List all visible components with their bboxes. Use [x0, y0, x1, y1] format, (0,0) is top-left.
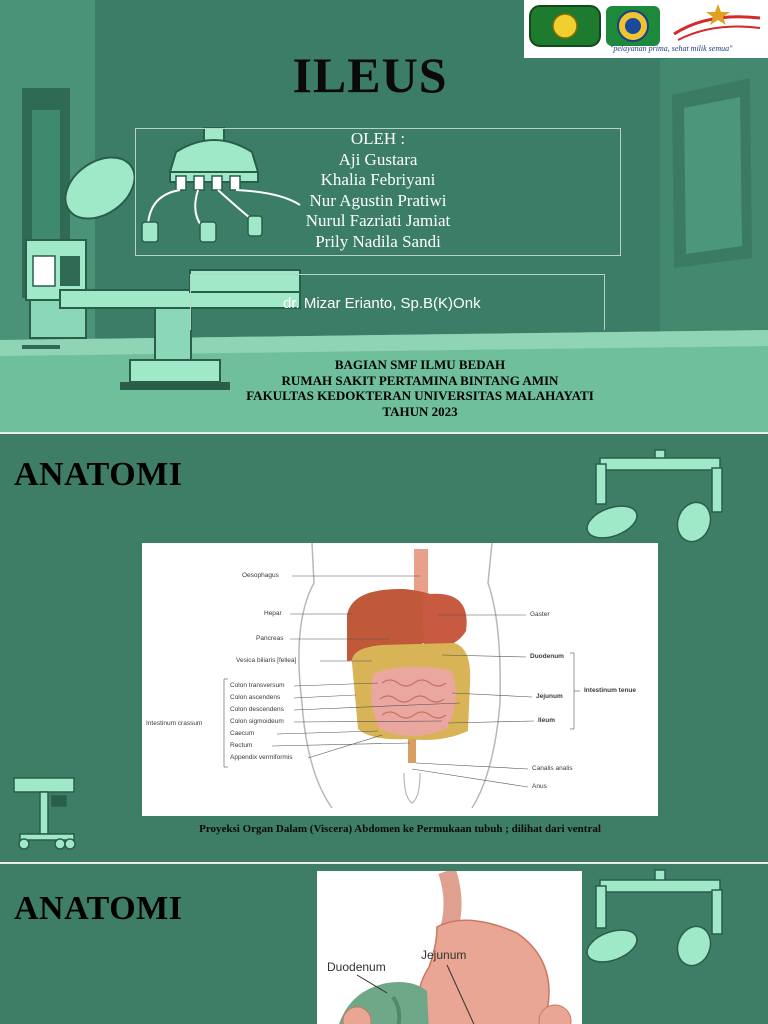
label-colon-sigmoideum: Colon sigmoideum: [230, 718, 284, 725]
institution-line: RUMAH SAKIT PERTAMINA BINTANG AMIN: [281, 372, 559, 388]
tagline: "pelayanan prima, sehat milik semua": [610, 44, 733, 53]
label-canalis-analis: Canalis analis: [532, 765, 573, 772]
label-oesophagus: Oesophagus: [242, 572, 279, 579]
label-colon-transversum: Colon transversum: [230, 682, 285, 689]
anatomy-slide-2: [0, 864, 768, 1024]
label-rectum: Rectum: [230, 742, 253, 749]
author-name: Nurul Fazriati Jamiat: [305, 211, 451, 230]
author-name: Nur Agustin Pratiwi: [309, 190, 447, 210]
label-colon-descendens: Colon descendens: [230, 706, 284, 713]
slide-title: ILEUS: [292, 47, 448, 103]
label-hepar: Hepar: [264, 610, 282, 617]
abdominal-organs-illustration: [142, 543, 658, 816]
institution-line: BAGIAN SMF ILMU BEDAH: [334, 357, 506, 372]
author-name: Aji Gustara: [338, 149, 418, 169]
section-heading: ANATOMI: [14, 456, 183, 493]
label-vesica-biliaris: Vesica biliaris [fellea]: [236, 657, 297, 664]
ceiling-lamp-illustration: [583, 870, 722, 970]
ceiling-lamp-illustration: [583, 450, 722, 546]
instrument-table-illustration: [14, 778, 75, 849]
title-slide: [0, 0, 768, 432]
section-heading: ANATOMI: [14, 890, 183, 927]
institution-line: FAKULTAS KEDOKTERAN UNIVERSITAS MALAHAYATI: [246, 388, 594, 403]
anatomy-slide-1: [0, 434, 768, 862]
institution-block: [170, 357, 670, 419]
stomach-shape: [422, 594, 467, 648]
authors-box: [135, 128, 621, 256]
abdomen-projection-figure: [142, 543, 658, 816]
label-appendix: Appendix vermiformis: [230, 754, 293, 761]
figure-caption: Proyeksi Organ Dalam (Viscera) Abdomen ke Permukaan tubuh ; dilihat dari ventral: [199, 823, 601, 835]
logo-emblems: [528, 4, 764, 48]
stomach-duodenum-figure: [317, 871, 582, 1024]
label-duodenum: Duodenum: [530, 653, 564, 660]
label-ileum: Ileum: [538, 717, 555, 724]
author-name: Khalia Febriyani: [320, 170, 436, 189]
label-caecum: Caecum: [230, 730, 255, 737]
institution-line: TAHUN 2023: [382, 403, 458, 419]
label-intestinum-crassum: Intestinum crassum: [146, 720, 203, 727]
small-intestine-shape: [371, 666, 456, 736]
authors-heading: OLEH :: [350, 129, 406, 148]
label-gaster: Gaster: [530, 611, 550, 618]
label-jejunum: Jejunum: [421, 948, 467, 962]
advisor-box: [190, 274, 605, 330]
label-intestinum-tenue: Intestinum tenue: [584, 687, 637, 694]
stomach-shape: [416, 920, 549, 1024]
label-duodenum: Duodenum: [327, 960, 386, 974]
label-jejunum: Jejunum: [536, 693, 563, 700]
label-anus: Anus: [532, 783, 547, 790]
author-name: Prily Nadila Sandi: [315, 231, 441, 251]
label-colon-ascendens: Colon ascendens: [230, 694, 281, 701]
label-pancreas: Pancreas: [256, 635, 284, 642]
advisor-name: dr. Mizar Erianto, Sp.B(K)Onk: [283, 295, 481, 312]
